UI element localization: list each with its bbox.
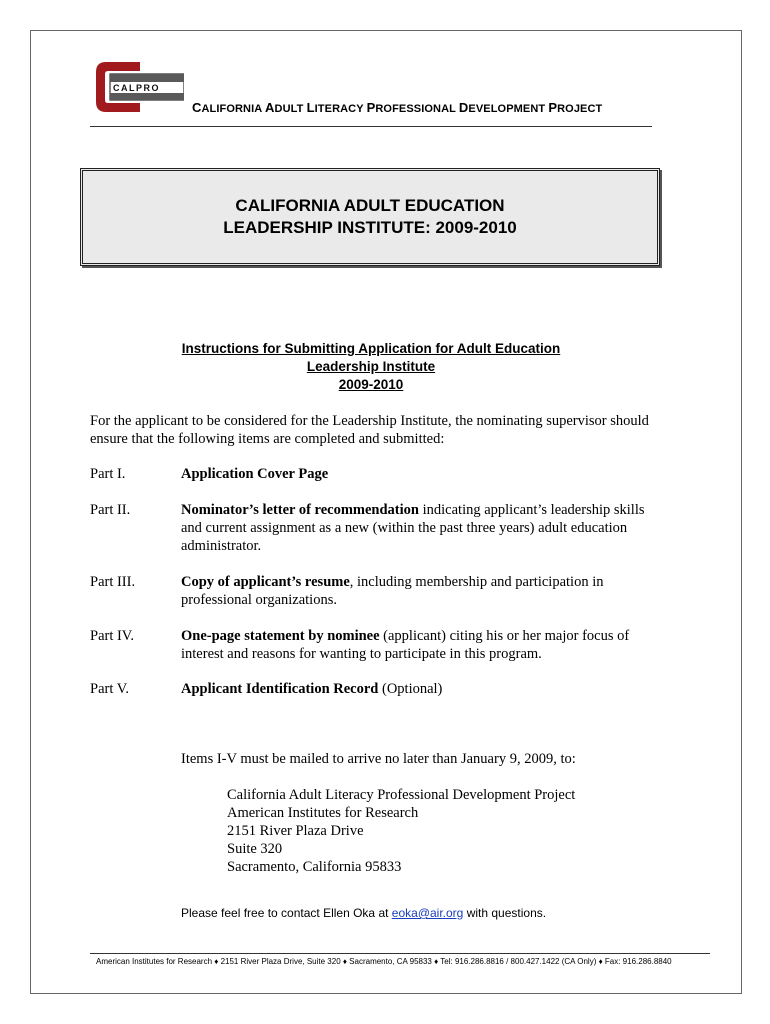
- org-header: [192, 100, 602, 115]
- mail-instructions: Items I-V must be mailed to arrive no later than January 9, 2009, to:: [181, 751, 576, 767]
- title-line-2: LEADERSHIP INSTITUTE: 2009-2010: [223, 218, 517, 237]
- address-line: Suite 320: [227, 841, 283, 857]
- address-line: California Adult Literacy Professional Development Project: [227, 787, 576, 803]
- part-text: Application Cover Page: [181, 466, 329, 482]
- mailing-address: [227, 786, 575, 876]
- org-word: PROFESSIONAL: [366, 100, 459, 115]
- address-line: American Institutes for Research: [227, 805, 419, 821]
- part-label: Part II.: [90, 502, 131, 518]
- address-line: Sacramento, California 95833: [227, 859, 402, 875]
- part-text: Applicant Identification Record (Optional): [181, 681, 443, 697]
- part-label: Part V.: [90, 681, 129, 697]
- title-line-1: CALIFORNIA ADULT EDUCATION: [235, 196, 505, 215]
- part-text: One-page statement by nominee (applicant) citing his or her major focus of interest and reasons for wanting to participate in this program.: [181, 628, 630, 662]
- intro-paragraph: For the applicant to be considered for the Leadership Institute, the nominating supervisor should ensure that the following items are completed and submitted:: [90, 413, 649, 447]
- org-word: DEVELOPMENT: [458, 100, 549, 115]
- footer-text: American Institutes for Research ♦ 2151 River Plaza Drive, Suite 320 ♦ Sacramento, CA 95833 ♦ Tel: 916.286.8816 / 800.427.1422 (CA Only) ♦ Fax: 916.286.8840: [96, 957, 672, 966]
- org-word: PROJECT: [548, 100, 603, 115]
- footer-divider: [90, 953, 710, 954]
- part-label: Part III.: [90, 574, 136, 590]
- instructions-line-3: 2009-2010: [338, 377, 404, 392]
- part-text: Copy of applicant’s resume, including membership and participation in professional organizations.: [181, 574, 604, 608]
- contact-line: Please feel free to contact Ellen Oka at eoka@air.org with questions.: [181, 906, 547, 920]
- org-word: LITERACY: [306, 100, 367, 115]
- instructions-line-1: Instructions for Submitting Application for Adult Education: [181, 341, 561, 356]
- part-label: Part I.: [90, 466, 126, 482]
- calpro-logo: [96, 62, 184, 112]
- address-line: 2151 River Plaza Drive: [227, 823, 364, 839]
- title-box: [80, 168, 660, 266]
- org-word: ADULT: [265, 100, 307, 115]
- instructions-heading: [90, 340, 652, 394]
- contact-email-link[interactable]: eoka@air.org: [391, 906, 464, 920]
- instructions-line-2: Leadership Institute: [306, 359, 436, 374]
- org-word: CALIFORNIA: [192, 100, 266, 115]
- part-label: Part IV.: [90, 628, 135, 644]
- logo-text: CALPRO: [113, 83, 160, 93]
- header-divider: [90, 126, 652, 127]
- part-text: Nominator’s letter of recommendation indicating applicant’s leadership skills and current assignment as a new (within the past three years) adult education administrator.: [181, 502, 645, 554]
